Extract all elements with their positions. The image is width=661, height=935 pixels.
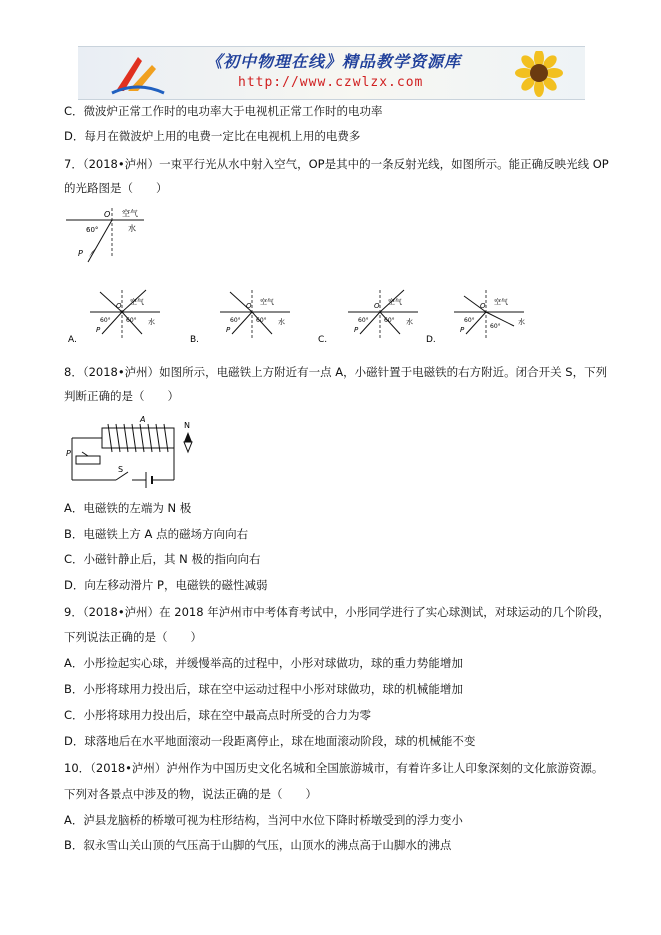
q7-d-air: 空气 bbox=[494, 298, 508, 306]
header-banner bbox=[78, 46, 585, 100]
q7-c-letter: C. bbox=[318, 335, 328, 345]
q7-label-angle: 60° bbox=[86, 226, 99, 234]
q7-option-c[interactable] bbox=[318, 290, 418, 345]
q7-stem-line2: 的光路图是（ ） bbox=[64, 181, 168, 195]
q7-c-water: 水 bbox=[406, 318, 413, 326]
q7-b-letter: B. bbox=[190, 335, 200, 345]
q9-option-c[interactable]: C．小彤将球用力投出后，球在空中最高点时所受的合力为零 bbox=[64, 708, 372, 722]
q7-c-angle1: 60° bbox=[358, 317, 369, 324]
q10-option-a[interactable]: A．泸县龙脑桥的桥墩可视为柱形结构，当河中水位下降时桥墩受到的浮力变小 bbox=[64, 813, 463, 827]
q8-option-c[interactable]: C．小磁针静止后，其 N 极的指向向右 bbox=[64, 552, 261, 566]
q9-option-b[interactable]: B．小彤将球用力投出后，球在空中运动过程中小彤对球做功，球的机械能增加 bbox=[64, 682, 463, 696]
q7-option-b[interactable] bbox=[190, 290, 290, 345]
q8-label-n: N bbox=[184, 421, 190, 430]
q7-a-angle2: 60° bbox=[126, 317, 137, 324]
q7-c-o: O bbox=[374, 302, 380, 310]
q7-a-water: 水 bbox=[148, 318, 155, 326]
q7-a-p: P bbox=[96, 326, 101, 334]
q9-option-a[interactable]: A．小彤捡起实心球，并缓慢举高的过程中，小彤对球做功，球的重力势能增加 bbox=[64, 656, 463, 670]
q8-label-s: S bbox=[118, 465, 124, 474]
logo-icon bbox=[108, 51, 168, 95]
q7-a-o: O bbox=[116, 302, 122, 310]
q7-option-a[interactable] bbox=[68, 290, 160, 345]
q7-b-o: O bbox=[246, 302, 252, 310]
q9-option-d[interactable]: D．球落地后在水平地面滚动一段距离停止，球在地面滚动阶段，球的机械能不变 bbox=[64, 734, 476, 748]
q9-stem-line2: 下列说法正确的是（ ） bbox=[64, 630, 202, 644]
q7-label-water: 水 bbox=[128, 224, 136, 233]
q8-stem-line1: 8．（2018•泸州）如图所示，电磁铁上方附近有一点 A，小磁针置于电磁铁的右方附近。闭合开关 S，下列 bbox=[64, 365, 608, 379]
q7-label-p: P bbox=[78, 249, 83, 258]
sunflower-icon bbox=[505, 51, 571, 97]
q7-a-angle1: 60° bbox=[100, 317, 111, 324]
q10-option-b[interactable]: B．叙永雪山关山顶的气压高于山脚的气压，山顶水的沸点高于山脚水的沸点 bbox=[64, 838, 452, 852]
q7-c-angle2: 60° bbox=[384, 317, 395, 324]
q10-stem-line2: 下列对各景点中涉及的物，说法正确的是（ ） bbox=[64, 787, 317, 801]
q7-main-figure bbox=[60, 204, 160, 268]
q7-b-angle2: 60° bbox=[256, 317, 267, 324]
compass-needle-icon bbox=[184, 432, 192, 442]
q7-d-letter: D. bbox=[426, 335, 436, 345]
q7-d-o: O bbox=[480, 302, 486, 310]
q8-option-d[interactable]: D．向左移动滑片 P，电磁铁的磁性减弱 bbox=[64, 578, 268, 592]
prev-option-d: D．每月在微波炉上用的电费一定比在电视机上用的电费多 bbox=[64, 129, 361, 143]
q8-option-a[interactable]: A．电磁铁的左端为 N 极 bbox=[64, 501, 192, 515]
q7-option-d[interactable] bbox=[426, 290, 525, 345]
q7-label-o: O bbox=[104, 210, 111, 219]
q8-stem-line2: 判断正确的是（ ） bbox=[64, 389, 179, 403]
q7-a-letter: A. bbox=[68, 335, 77, 345]
q7-c-air: 空气 bbox=[388, 298, 402, 306]
q7-d-water: 水 bbox=[518, 318, 525, 326]
q7-c-p: P bbox=[354, 326, 359, 334]
q7-stem-line1: 7．（2018•泸州）一束平行光从水中射入空气，OP是其中的一条反射光线，如图所示。能正确反映光线 OP bbox=[64, 157, 609, 171]
q7-b-angle1: 60° bbox=[230, 317, 241, 324]
q7-a-air: 空气 bbox=[130, 298, 144, 306]
q7-label-air: 空气 bbox=[122, 209, 138, 218]
q8-circuit-figure bbox=[66, 414, 216, 490]
q10-stem-line1: 10．（2018•泸州）泸州作为中国历史文化名城和全国旅游城市，有着许多让人印象深刻的文化旅游资源。 bbox=[64, 761, 604, 775]
q7-b-air: 空气 bbox=[260, 298, 274, 306]
q8-option-b[interactable]: B．电磁铁上方 A 点的磁场方向向右 bbox=[64, 527, 249, 541]
compass-needle-tail bbox=[184, 442, 192, 452]
q7-b-water: 水 bbox=[278, 318, 285, 326]
q8-label-p: P bbox=[66, 449, 71, 458]
prev-option-c: C．微波炉正常工作时的电功率大于电视机正常工作时的电功率 bbox=[64, 104, 383, 118]
q7-d-angle2: 60° bbox=[490, 323, 501, 330]
q7-b-p: P bbox=[226, 326, 231, 334]
q7-d-p: P bbox=[460, 326, 465, 334]
q8-label-a: A bbox=[140, 415, 146, 424]
q7-options-figure bbox=[60, 284, 580, 348]
q7-d-angle1: 60° bbox=[464, 317, 475, 324]
banner-title: 《初中物理在线》精品教学资源库 bbox=[206, 52, 462, 71]
q9-stem-line1: 9．（2018•泸州）在 2018 年泸州市中考体育考试中，小彤同学进行了实心球测试，对球运动的几个阶段， bbox=[64, 605, 610, 619]
banner-url[interactable]: http://www.czwlzx.com bbox=[238, 75, 424, 90]
